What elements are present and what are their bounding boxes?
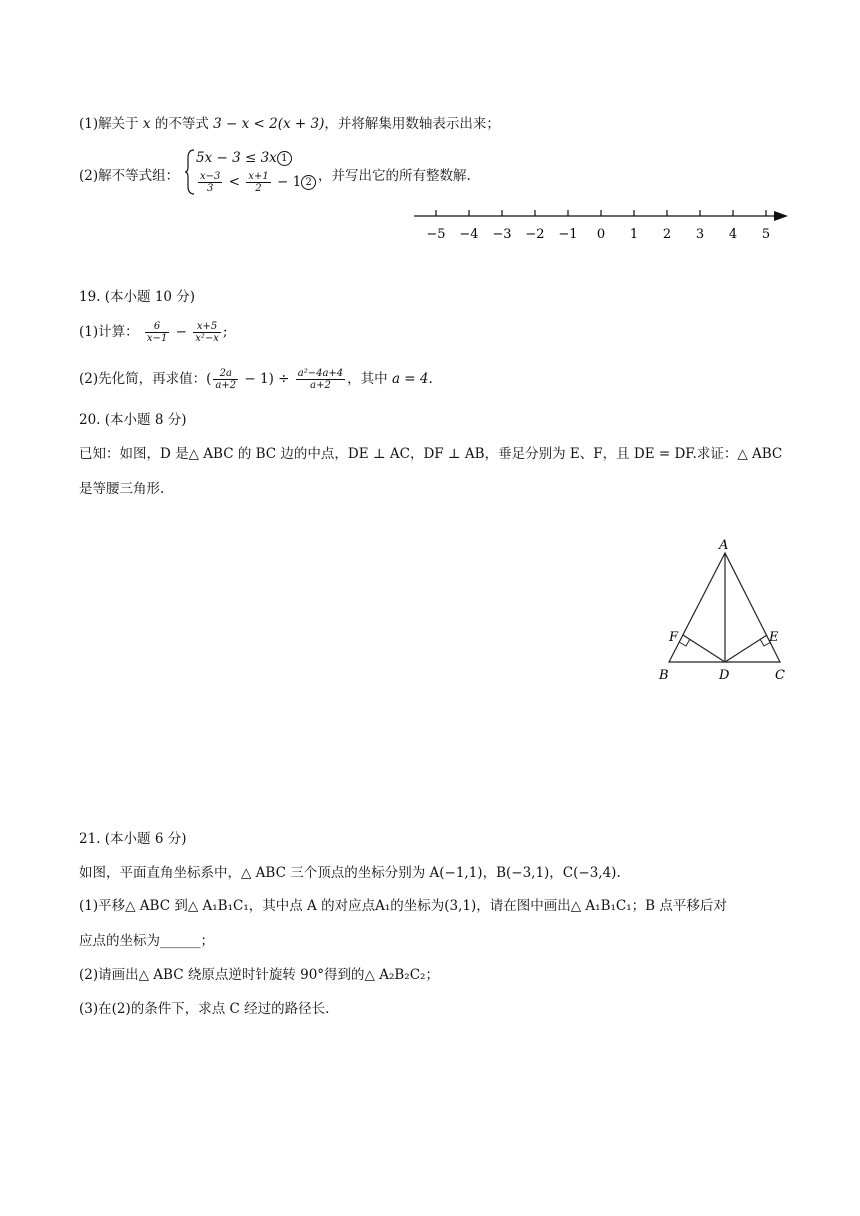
label-a: A: [719, 538, 729, 553]
eq2-tail: − 1: [276, 174, 302, 190]
number-line-tick-label: 2: [662, 227, 672, 242]
number-line-tick-label: 0: [596, 227, 606, 242]
q21-line5: (3)在(2)的条件下，求点 C 经过的路径长.: [79, 1001, 330, 1017]
q19-p2-frac1: [213, 368, 238, 391]
eq2-frac2-den: 2: [255, 183, 262, 194]
q19-p1-end: ;: [222, 324, 228, 340]
q20-line2: 是等腰三角形.: [79, 481, 165, 497]
number-line-tick-label: −3: [492, 227, 512, 242]
q19-p1-frac1-num: 6: [145, 321, 169, 333]
q21-line2: (1)平移△ ABC 到△ A₁B₁C₁，其中点 A 的对应点A₁的坐标为(3,1)，请在图中画出△ A₁B₁C₁；B 点平移后对: [79, 898, 727, 914]
q21-line1: 如图，平面直角坐标系中，△ ABC 三个顶点的坐标分别为 A(−1,1)，B(−3,1)，C(−3,4).: [79, 865, 621, 881]
label-b: B: [659, 668, 669, 683]
segment-de: [725, 635, 767, 662]
q18-part1-mid: 的不等式: [154, 116, 209, 132]
q21-line4: (2)请画出△ ABC 绕原点逆时针旋转 90°得到的△ A₂B₂C₂；: [79, 967, 439, 983]
eq2-frac1-den: 3: [207, 183, 214, 194]
number-line-tick-label: −4: [459, 227, 479, 242]
eq2-mark: 2: [301, 175, 316, 190]
q18-part1-inequality: 3 − x < 2(x + 3): [213, 116, 325, 132]
q19-header: 19. (本小题 10 分): [79, 289, 196, 305]
number-line-tick-label: −1: [558, 227, 578, 242]
q19-p2-prefix: (2)先化简，再求值：(: [79, 371, 212, 387]
q18-part2-suffix: ，并写出它的所有整数解.: [318, 168, 471, 184]
triangle-figure: [655, 535, 795, 690]
q18-part1-suffix: ，并将解集用数轴表示出来；: [324, 116, 500, 132]
q19-p1-minus: −: [175, 324, 187, 340]
number-line-tick-label: 5: [761, 227, 771, 242]
q19-p1-frac1-den: x−1: [146, 333, 168, 344]
q20-header: 20. (本小题 8 分): [79, 412, 187, 428]
q21-header: 21. (本小题 6 分): [79, 831, 187, 847]
number-line-tick-label: −5: [426, 227, 446, 242]
q19-p2-frac2-num: a²−4a+4: [297, 368, 344, 379]
label-f: F: [669, 630, 679, 645]
q19-p1-prefix: (1)计算：: [79, 324, 139, 340]
q19-p2-frac2: [296, 368, 345, 391]
q19-p2-frac1-num: 2a: [213, 368, 238, 380]
eq2-frac1-num: x−3: [200, 171, 221, 182]
number-line-tick-label: −2: [525, 227, 545, 242]
label-d: D: [719, 668, 730, 683]
q18-part1-prefix: (1)解关于: [79, 116, 139, 132]
q19-p2-mid: − 1) ÷: [244, 371, 290, 387]
q18-part2-prefix: (2)解不等式组：: [79, 168, 180, 184]
label-c: C: [775, 668, 785, 683]
number-line-tick-label: 1: [629, 227, 639, 242]
q19-p1-frac2: [193, 321, 221, 344]
q20-line1: 已知：如图，D 是△ ABC 的 BC 边的中点，DE ⊥ AC，DF ⊥ AB，垂足分别为 E、F，且 DE = DF.求证：△ ABC: [79, 446, 783, 462]
q19-part2: [79, 367, 433, 391]
q19-p2-frac2-den: a+2: [310, 380, 331, 391]
q19-p2-end: .: [428, 371, 433, 387]
system-eq2: [196, 171, 316, 194]
q18-part1-var: x: [142, 116, 151, 132]
eq1-mark: 1: [277, 151, 292, 166]
q19-p1-frac2-num: x+5: [193, 321, 221, 333]
q21-line3: 应点的坐标为______；: [79, 933, 214, 949]
number-line: [410, 200, 795, 250]
number-line-tick-label: 3: [695, 227, 705, 242]
q19-part1: [79, 320, 227, 344]
eq2-lt: <: [228, 174, 240, 190]
segment-df: [683, 635, 725, 662]
system-brace: [184, 148, 196, 196]
q19-p1-frac2-den: x²−x: [195, 333, 219, 344]
q18-part1: [79, 112, 500, 132]
q19-p2-condition: a = 4: [391, 371, 429, 387]
q19-p2-frac1-den: a+2: [215, 380, 237, 391]
eq2-frac1: [198, 171, 222, 194]
number-line-tick-label: 4: [728, 227, 738, 242]
eq2-frac2: [246, 171, 270, 194]
q19-p2-suffix: ，其中: [347, 371, 388, 387]
eq1-text: 5x − 3 ≤ 3x: [196, 150, 277, 166]
label-e: E: [769, 630, 779, 645]
system-eq1: [196, 150, 292, 166]
eq2-frac2-num: x+1: [248, 171, 269, 182]
q19-p1-frac1: [145, 321, 169, 344]
number-line-arrow: [774, 211, 788, 221]
